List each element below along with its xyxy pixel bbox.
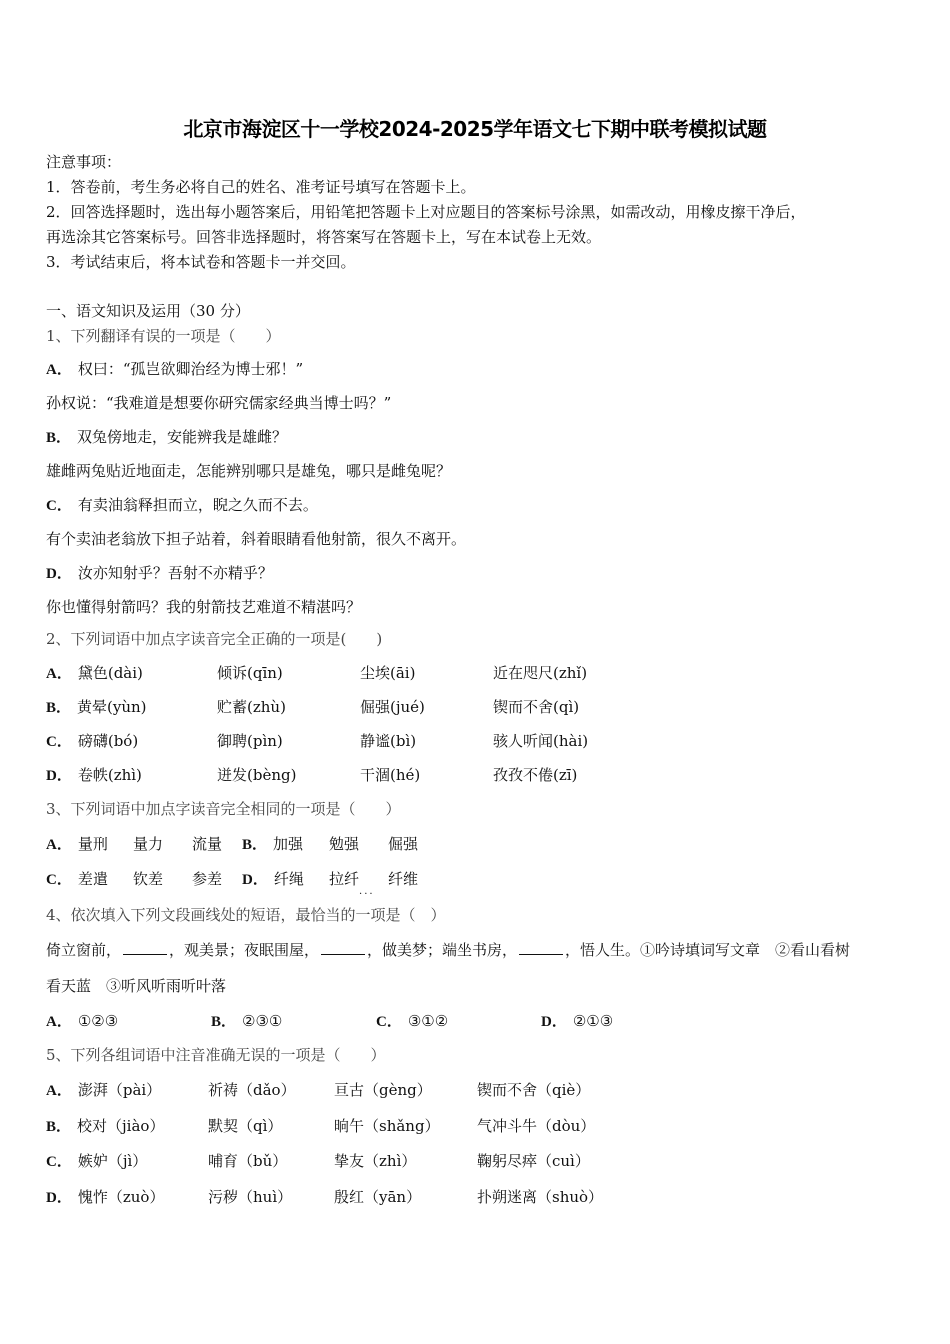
word: 拉纤 <box>329 870 360 888</box>
question-2-stem: 2、下列词语中加点字读音完全正确的一项是( ) <box>46 630 383 648</box>
passage-text: ，做美梦；端坐书房， <box>367 941 518 959</box>
option-letter: A． <box>46 1014 72 1030</box>
word: 倔强 <box>388 835 419 853</box>
word: 量力 <box>133 835 164 853</box>
word: 加强 <box>273 835 304 853</box>
option-letter: D． <box>46 768 72 784</box>
word: 污秽（huì） <box>208 1188 293 1206</box>
passage-text: ，悟人生。①吟诗填词写文章 ②看山看树 <box>565 941 851 959</box>
option-translation: 有个卖油老翁放下担子站着，斜着眼睛看他射箭，很久不离开。 <box>46 530 467 548</box>
word: 默契（qì） <box>208 1117 283 1135</box>
fill-blank <box>519 940 563 955</box>
option-letter: C． <box>46 498 72 514</box>
word: 孜孜不倦(zī) <box>493 766 578 784</box>
option-letter: C． <box>376 1014 402 1030</box>
option-text: 汝亦知射乎？吾射不亦精乎？ <box>77 564 273 582</box>
word: 御聘(pìn) <box>217 732 283 750</box>
word: 校对（jiào） <box>77 1117 165 1135</box>
question-5-stem: 5、下列各组词语中注音准确无误的一项是（ ） <box>46 1046 386 1064</box>
word: 黛色(dài) <box>77 664 143 682</box>
word: 流量 <box>192 835 223 853</box>
question-4-stem: 4、依次填入下列文段画线处的短语，最恰当的一项是（ ） <box>46 906 446 924</box>
word: 差遣 <box>77 870 108 888</box>
section-heading: 一、语文知识及运用（30 分） <box>46 302 250 320</box>
word: 倾诉(qīn) <box>217 664 283 682</box>
question-4-passage <box>46 940 850 960</box>
notice-item: 再选涂其它答案标号。回答非选择题时，将答案写在答题卡上，写在本试卷上无效。 <box>46 228 602 246</box>
option-letter: A． <box>46 362 72 378</box>
fill-blank <box>123 940 167 955</box>
word: 嫉妒（jì） <box>77 1152 148 1170</box>
word: 黄晕(yùn) <box>77 698 147 716</box>
emphasis-dots: ... <box>359 886 375 897</box>
option-letter: B． <box>46 700 72 716</box>
word: 钦差 <box>133 870 164 888</box>
word: 哺育（bǔ） <box>208 1152 288 1170</box>
option-letter: B． <box>46 1119 72 1135</box>
option-letter: D． <box>541 1014 567 1030</box>
option-letter: A． <box>46 837 72 853</box>
word: 殷红（yān） <box>334 1188 422 1206</box>
passage-text: 倚立窗前， <box>46 941 122 959</box>
word: 参差 <box>192 870 223 888</box>
option-letter: B． <box>46 430 72 446</box>
option-letter: B． <box>211 1014 237 1030</box>
option-letter: A． <box>46 1083 72 1099</box>
option-text: ③①② <box>407 1012 449 1030</box>
word: 扑朔迷离（shuò） <box>477 1188 604 1206</box>
word: 静谧(bì) <box>360 732 417 750</box>
option-letter: D． <box>46 566 72 582</box>
word: 气冲斗牛（dòu） <box>477 1117 596 1135</box>
word: 锲而不舍（qiè） <box>477 1081 591 1099</box>
question-1-option-b <box>46 427 287 448</box>
fill-blank <box>321 940 365 955</box>
option-text: ②①③ <box>572 1012 614 1030</box>
option-letter: C． <box>46 872 72 888</box>
question-1-option-a <box>46 359 303 380</box>
word: 祈祷（dǎo） <box>208 1081 296 1099</box>
notice-heading: 注意事项： <box>46 153 122 171</box>
word: 磅礴(bó) <box>77 732 139 750</box>
question-1-option-d <box>46 563 273 584</box>
question-1-option-c <box>46 495 318 516</box>
option-letter: C． <box>46 1154 72 1170</box>
option-letter: C． <box>46 734 72 750</box>
word: 澎湃（pài） <box>77 1081 162 1099</box>
word: 勉强 <box>329 835 360 853</box>
passage-text: ，观美景；夜眠围屋， <box>169 941 320 959</box>
option-translation: 你也懂得射箭吗？我的射箭技艺难道不精湛吗？ <box>46 598 362 616</box>
option-text: 有卖油翁释担而立，睨之久而不去。 <box>77 496 318 514</box>
word: 近在咫尺(zhǐ) <box>493 664 588 682</box>
option-translation: 孙权说：“我难道是想要你研究儒家经典当博士吗？” <box>46 394 392 412</box>
passage-text: 看天蓝 ③听风听雨听叶落 <box>46 977 227 995</box>
question-1-stem: 1、下列翻译有误的一项是（ ） <box>46 327 281 345</box>
word: 晌午（shǎng） <box>334 1117 440 1135</box>
word: 纤维 <box>388 870 419 888</box>
word: 迸发(bèng) <box>217 766 297 784</box>
exam-title: 北京市海淀区十一学校2024-2025学年语文七下期中联考模拟试题 <box>183 117 767 141</box>
notice-item: 1．答卷前，考生务必将自己的姓名、准考证号填写在答题卡上。 <box>46 178 476 196</box>
word: 纤绳 <box>273 870 304 888</box>
option-letter: B． <box>242 837 268 853</box>
option-text: 双兔傍地走，安能辨我是雄雌？ <box>77 428 288 446</box>
word: 愧怍（zuò） <box>77 1188 165 1206</box>
option-letter: D． <box>242 872 268 888</box>
word: 亘古（gèng） <box>334 1081 432 1099</box>
notice-item: 2．回答选择题时，选出每小题答案后，用铅笔把答题卡上对应题目的答案标号涂黑，如需改动，用橡皮擦干净后， <box>46 203 806 221</box>
word: 挚友（zhì） <box>334 1152 417 1170</box>
word: 骇人听闻(hài) <box>493 732 589 750</box>
option-letter: A． <box>46 666 72 682</box>
word: 锲而不舍(qì) <box>493 698 580 716</box>
question-3-stem: 3、下列词语中加点字读音完全相同的一项是（ ） <box>46 800 401 818</box>
word: 尘埃(āi) <box>360 664 416 682</box>
notice-item: 3．考试结束后，将本试卷和答题卡一并交回。 <box>46 253 356 271</box>
word: 量刑 <box>77 835 108 853</box>
option-text: ②③① <box>242 1012 283 1030</box>
word: 倔强(jué) <box>360 698 425 716</box>
option-text: ①②③ <box>77 1012 119 1030</box>
word: 卷帙(zhì) <box>77 766 142 784</box>
option-letter: D． <box>46 1190 72 1206</box>
option-text: 权曰：“孤岂欲卿治经为博士邪！” <box>77 360 304 378</box>
word: 贮蓄(zhù) <box>217 698 286 716</box>
word: 干涸(hé) <box>360 766 421 784</box>
option-translation: 雄雌两兔贴近地面走，怎能辨别哪只是雄兔，哪只是雌兔呢？ <box>46 462 452 480</box>
word: 鞠躬尽瘁（cuì） <box>477 1152 590 1170</box>
